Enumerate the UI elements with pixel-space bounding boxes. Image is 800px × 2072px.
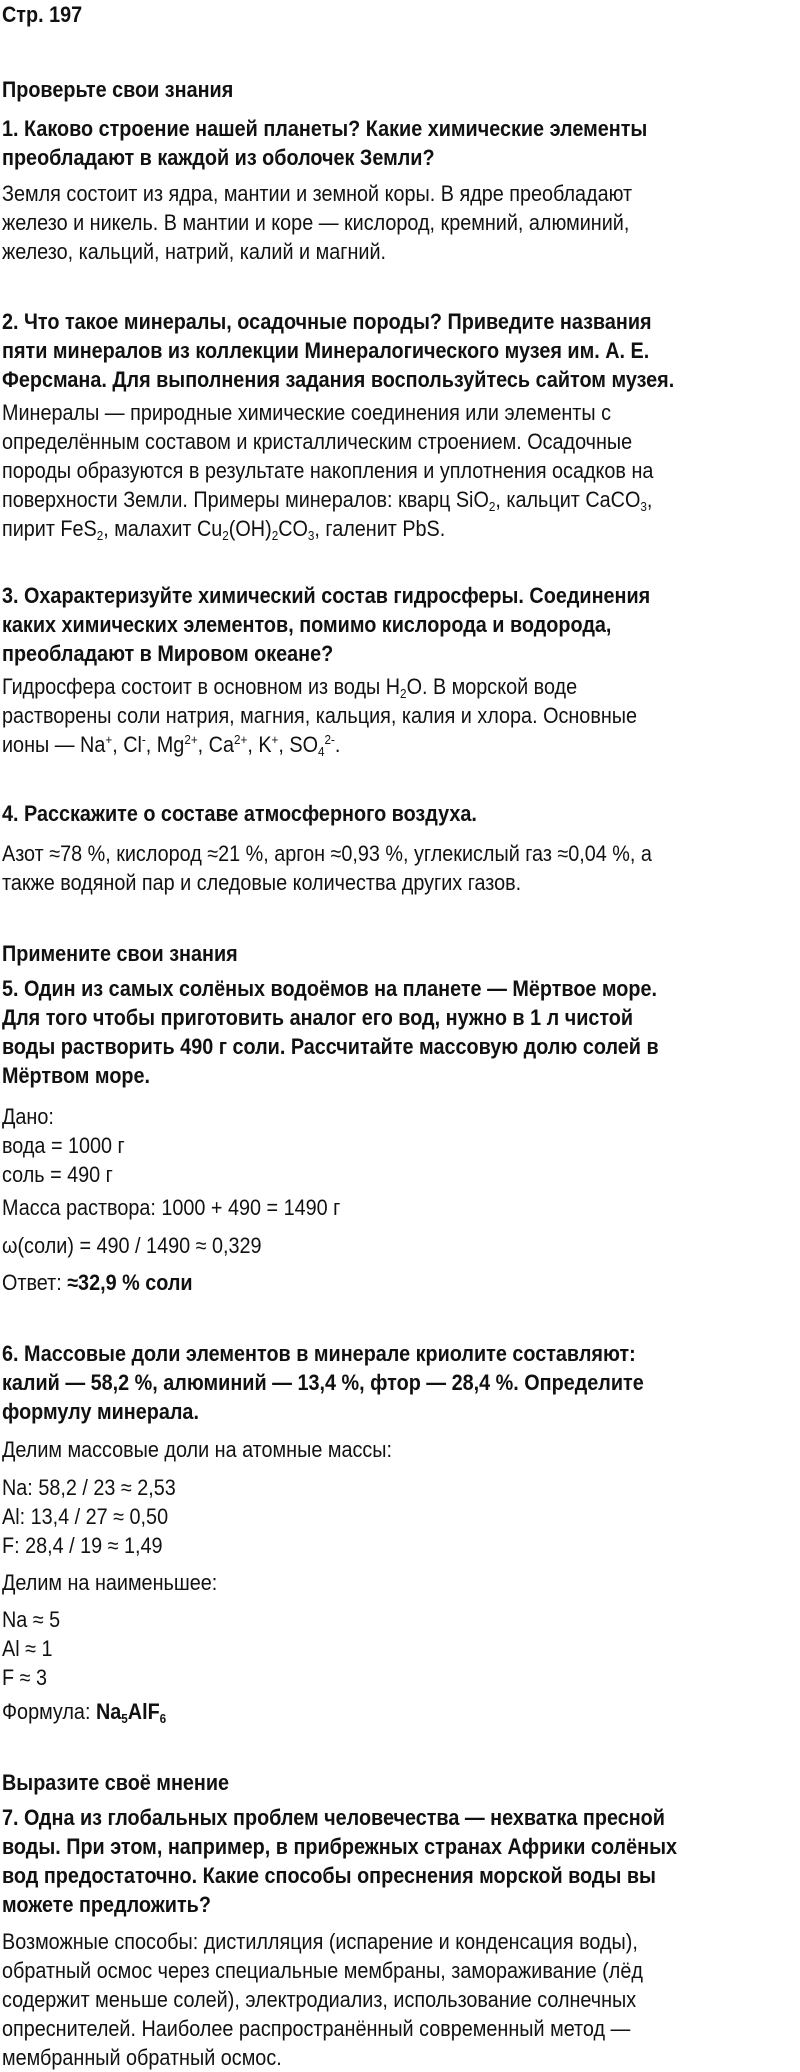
text-segment: 6. Массовые доли элементов в минерале криолите составляют: (2, 1341, 636, 1366)
text-segment: также водяной пар и следовые количества других газов. (2, 870, 522, 895)
text-segment: , SO (278, 732, 318, 757)
text-segment: определённым составом и кристаллическим строением. Осадочные (2, 429, 633, 454)
answer-3 (2, 672, 800, 759)
text-line (2, 839, 720, 868)
text-segment: 2- (324, 732, 335, 747)
text-segment: , Cl (112, 732, 142, 757)
text-line (2, 1231, 720, 1260)
text-segment: CO (278, 516, 308, 541)
text-line (2, 1768, 720, 1797)
text-segment: Примените свои знания (2, 941, 238, 966)
answer-6-calc2 (2, 1605, 800, 1692)
text-segment: воды растворить 490 г соли. Рассчитайте массовую долю солей в (2, 1034, 659, 1059)
text-segment: ионы — Na (2, 732, 106, 757)
text-line (2, 1003, 720, 1032)
text-segment: 3 (307, 528, 315, 543)
section-heading-check-knowledge (2, 75, 800, 104)
text-segment: - (141, 732, 146, 747)
answer-5-given (2, 1102, 800, 1189)
text-line (2, 1397, 720, 1426)
text-line (2, 1985, 720, 2014)
answer-6-step2 (2, 1568, 800, 1597)
text-segment: Масса раствора: 1000 + 490 = 1490 г (2, 1195, 341, 1220)
text-line (2, 1268, 720, 1297)
text-segment: Дано: (2, 1104, 54, 1129)
text-segment: преобладают в каждой из оболочек Земли? (2, 145, 435, 170)
text-segment: Проверьте свои знания (2, 77, 234, 102)
text-line (2, 1131, 720, 1160)
question-6 (2, 1339, 800, 1426)
text-line (2, 1032, 720, 1061)
text-line (2, 1634, 720, 1663)
text-segment: Ответ: (2, 1270, 68, 1295)
text-segment: F: 28,4 / 19 ≈ 1,49 (2, 1533, 163, 1558)
text-segment: железо и никель. В мантии и коре — кислород, кремний, алюминий, (2, 210, 630, 235)
text-segment: , K (247, 732, 272, 757)
text-line (2, 75, 720, 104)
answer-7 (2, 1927, 800, 2072)
text-segment: AlF (127, 1699, 160, 1724)
question-3 (2, 581, 800, 668)
text-segment: железо, кальций, натрий, калий и магний. (2, 239, 387, 264)
text-line (2, 427, 720, 456)
question-1 (2, 114, 800, 172)
text-segment: мембранный обратный осмос. (2, 2045, 282, 2070)
text-segment: вод предостаточно. Какие способы опреснения морской воды вы (2, 1863, 656, 1888)
text-line (2, 1861, 720, 1890)
text-segment: 2. Что такое минералы, осадочные породы? Приведите названия (2, 309, 652, 334)
text-segment: 5. Один из самых солёных водоёмов на планете — Мёртвое море. (2, 976, 658, 1001)
answer-5-solution-mass (2, 1193, 800, 1222)
text-segment: калий — 58,2 %, алюминий — 13,4 %, фтор — 28,4 %. Определите (2, 1370, 644, 1395)
text-line (2, 307, 720, 336)
question-2 (2, 307, 800, 394)
text-segment: Al: 13,4 / 27 ≈ 0,50 (2, 1504, 169, 1529)
text-line (2, 639, 720, 668)
text-segment: 7. Одна из глобальных проблем человечества — нехватка пресной (2, 1805, 665, 1830)
text-line (2, 398, 720, 427)
text-line (2, 1339, 720, 1368)
text-line (2, 336, 720, 365)
text-segment: Гидросфера состоит в основном из воды H (2, 674, 401, 699)
text-segment: Делим массовые доли на атомные массы: (2, 1437, 392, 1462)
text-line (2, 1803, 720, 1832)
text-segment: Земля состоит из ядра, мантии и земной коры. В ядре преобладают (2, 181, 633, 206)
text-segment: Na ≈ 5 (2, 1607, 61, 1632)
text-line (2, 1832, 720, 1861)
text-segment: Возможные способы: дистилляция (испарение и конденсация воды), (2, 1929, 638, 1954)
answer-4 (2, 839, 800, 897)
text-segment: Мёртвом море. (2, 1063, 151, 1088)
text-segment: , Ca (197, 732, 234, 757)
text-segment: породы образуются в результате накопления и уплотнения осадков на (2, 458, 654, 483)
text-segment: , Mg (145, 732, 185, 757)
answer-2 (2, 398, 800, 543)
text-line (2, 1435, 720, 1464)
text-line (2, 581, 720, 610)
text-line (2, 1697, 720, 1726)
text-line (2, 1473, 720, 1502)
text-segment: 3 (640, 499, 647, 514)
text-line (2, 1956, 720, 1985)
text-segment: + (105, 732, 113, 747)
text-segment: , галенит PbS. (314, 516, 446, 541)
answer-5-result (2, 1268, 800, 1297)
text-line (2, 1061, 720, 1090)
text-segment: 5 (121, 1711, 128, 1726)
text-segment: 2 (222, 528, 229, 543)
text-segment: 4. Расскажите о составе атмосферного воздуха. (2, 801, 477, 826)
text-segment: 6 (159, 1711, 167, 1726)
text-segment: 1. Каково строение нашей планеты? Какие химические элементы (2, 116, 648, 141)
text-segment: , (646, 487, 653, 512)
text-segment: пирит FeS (2, 516, 97, 541)
text-line (2, 237, 720, 266)
text-line (2, 514, 720, 543)
section-heading-express-opinion (2, 1768, 800, 1797)
text-line (2, 939, 720, 968)
text-line (2, 1531, 720, 1560)
text-segment: Na (95, 1699, 122, 1724)
text-line (2, 672, 720, 701)
text-segment: каких химических элементов, помимо кислорода и водорода, (2, 612, 612, 637)
text-segment: Ферсмана. Для выполнения задания воспользуйтесь сайтом музея. (2, 367, 675, 392)
text-line (2, 1890, 720, 1919)
text-segment: ω(соли) = 490 / 1490 ≈ 0,329 (2, 1233, 262, 1258)
text-line (2, 143, 720, 172)
text-line (2, 1368, 720, 1397)
answer-1 (2, 179, 800, 266)
text-line (2, 1160, 720, 1189)
text-segment: содержит меньше солей), электродиализ, использование солнечных (2, 1987, 637, 2012)
answer-5-omega (2, 1231, 800, 1260)
text-line (2, 730, 720, 759)
text-line (2, 1663, 720, 1692)
text-line (2, 2014, 720, 2043)
text-segment: вода = 1000 г (2, 1133, 125, 1158)
page-number (2, 0, 800, 29)
text-segment: 2 (488, 499, 496, 514)
text-segment: можете предложить? (2, 1892, 211, 1917)
text-segment: 4 (317, 744, 325, 759)
text-segment: 2 (96, 528, 104, 543)
text-segment: Стр. 197 (2, 2, 83, 27)
text-segment: Na: 58,2 / 23 ≈ 2,53 (2, 1475, 176, 1500)
text-segment: Азот ≈78 %, кислород ≈21 %, аргон ≈0,93 %, углекислый газ ≈0,04 %, а (2, 841, 652, 866)
text-segment: 2+ (233, 732, 248, 747)
text-segment: Формула: (2, 1699, 96, 1724)
text-segment: Выразите своё мнение (2, 1770, 230, 1795)
text-segment: Минералы — природные химические соединения или элементы с (2, 400, 611, 425)
text-segment: , малахит Cu (103, 516, 223, 541)
text-line (2, 799, 720, 828)
text-line (2, 1102, 720, 1131)
text-line (2, 114, 720, 143)
text-segment: соль = 490 г (2, 1162, 113, 1187)
text-line (2, 1502, 720, 1531)
text-segment: . (334, 732, 341, 757)
text-segment: ≈32,9 % соли (67, 1270, 193, 1295)
answer-6-calc1 (2, 1473, 800, 1560)
question-4 (2, 799, 800, 828)
text-line (2, 868, 720, 897)
text-line (2, 1568, 720, 1597)
text-segment: 2 (271, 528, 279, 543)
section-heading-apply-knowledge (2, 939, 800, 968)
text-segment: преобладают в Мировом океане? (2, 641, 334, 666)
text-segment: формулу минерала. (2, 1399, 199, 1424)
text-line (2, 179, 720, 208)
text-line (2, 701, 720, 730)
text-segment: опреснителей. Наиболее распространённый современный метод — (2, 2016, 631, 2041)
answer-6-step1 (2, 1435, 800, 1464)
text-segment: поверхности Земли. Примеры минералов: кварц SiO (2, 487, 489, 512)
text-line (2, 1927, 720, 1956)
text-segment: 3. Охарактеризуйте химический состав гидросферы. Соединения (2, 583, 651, 608)
text-segment: , кальцит CaCO (495, 487, 641, 512)
text-line (2, 456, 720, 485)
text-line (2, 485, 720, 514)
text-segment: растворены соли натрия, магния, кальция, калия и хлора. Основные (2, 703, 638, 728)
text-segment: Для того чтобы приготовить аналог его вод, нужно в 1 л чистой (2, 1005, 634, 1030)
text-segment: 2 (400, 686, 407, 701)
text-line (2, 2043, 720, 2072)
text-segment: F ≈ 3 (2, 1665, 47, 1690)
text-segment: Делим на наименьшее: (2, 1570, 218, 1595)
question-7 (2, 1803, 800, 1919)
text-line (2, 1605, 720, 1634)
text-segment: 2+ (184, 732, 198, 747)
text-line (2, 365, 720, 394)
text-line (2, 1193, 720, 1222)
text-line (2, 0, 720, 29)
question-5 (2, 974, 800, 1090)
text-line (2, 208, 720, 237)
text-line (2, 610, 720, 639)
text-segment: пяти минералов из коллекции Минералогического музея им. А. Е. (2, 338, 650, 363)
text-segment: + (271, 732, 279, 747)
text-segment: (OH) (228, 516, 272, 541)
text-segment: Al ≈ 1 (2, 1636, 53, 1661)
text-line (2, 974, 720, 1003)
text-segment: обратный осмос через специальные мембраны, замораживание (лёд (2, 1958, 643, 1983)
text-segment: O. В морской воде (406, 674, 578, 699)
answer-6-formula (2, 1697, 800, 1726)
text-segment: воды. При этом, например, в прибрежных странах Африки солёных (2, 1834, 678, 1859)
